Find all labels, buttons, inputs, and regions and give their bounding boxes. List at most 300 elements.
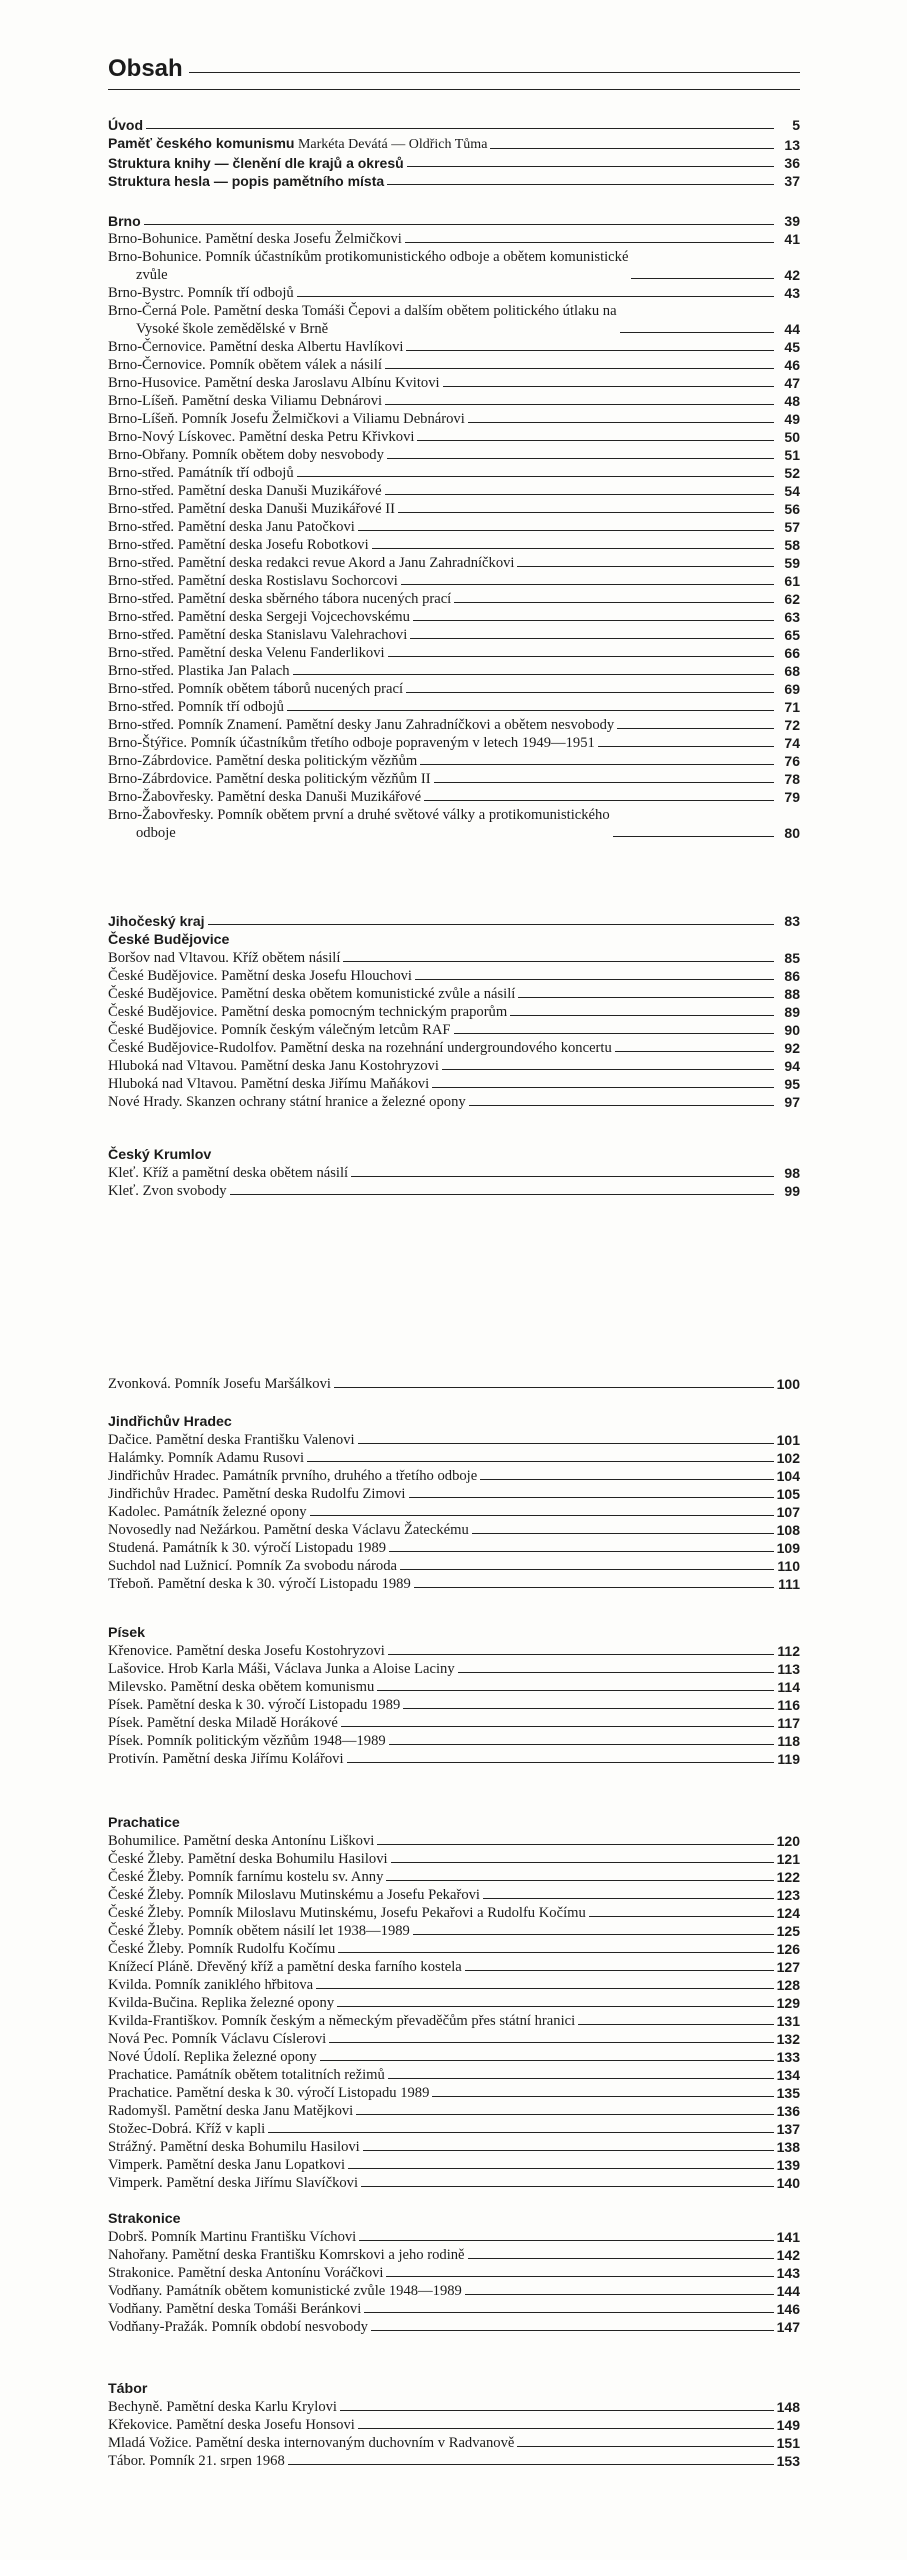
entry-title	[108, 1642, 388, 1660]
leader-line	[388, 656, 774, 657]
toc-entry[interactable]	[108, 1958, 800, 1976]
entry-title	[108, 1375, 334, 1393]
leader-line	[377, 1690, 774, 1691]
entry-title-text: Brno-střed. Pomník obětem táborů nucených prací	[108, 681, 404, 697]
toc-entry[interactable]	[108, 2264, 800, 2282]
leader-line	[517, 2446, 774, 2447]
page-number: 43	[784, 285, 800, 301]
leader-line	[388, 1654, 774, 1655]
toc-entry[interactable]	[108, 1093, 800, 1111]
toc-entry[interactable]	[108, 1994, 800, 2012]
entry-title	[108, 1003, 510, 1021]
entry-title	[108, 2452, 288, 2470]
page-number: 66	[784, 645, 800, 661]
page-number: 141	[776, 2229, 800, 2245]
toc-entry[interactable]	[108, 662, 800, 680]
page-number: 76	[784, 753, 800, 769]
toc-entry[interactable]	[108, 1164, 800, 1182]
toc-entry[interactable]	[108, 410, 800, 428]
entry-title-text: Nové Hrady. Skanzen ochrany státní hranice a železné opony	[108, 1094, 466, 1110]
entry-title-text: Dobrš. Pomník Martinu Františku Víchovi	[108, 2229, 357, 2245]
page-number: 80	[784, 825, 800, 841]
entry-title-text: Strážný. Pamětní deska Bohumilu Hasilovi	[108, 2139, 360, 2155]
page-number: 124	[776, 1905, 800, 1921]
entry-title	[108, 482, 385, 500]
toc-entry[interactable]	[108, 2246, 800, 2264]
toc-entry[interactable]	[108, 154, 800, 172]
leader-line	[387, 458, 774, 459]
toc-section	[108, 912, 800, 930]
entry-title	[108, 1539, 389, 1557]
toc-entry[interactable]	[108, 1039, 800, 1057]
toc-entry[interactable]	[108, 1696, 800, 1714]
toc-entry[interactable]	[108, 134, 800, 154]
toc-entry[interactable]	[108, 1539, 800, 1557]
entry-title-text: Brno-Bohunice. Pamětní deska Josefu Želmičkovi	[108, 231, 402, 247]
leader-line	[518, 997, 774, 998]
entry-title-text: Tábor. Pomník 21. srpen 1968	[108, 2453, 285, 2469]
toc-entry[interactable]	[108, 1732, 800, 1750]
entry-title-text: Kvilda-Františkov. Pomník českým a německým převaděčům přes státní hranici	[108, 2013, 576, 2029]
entry-title-text: Písek. Pamětní deska Miladě Horákové	[108, 1715, 338, 1731]
toc-entry[interactable]	[108, 356, 800, 374]
toc-entry[interactable]	[108, 2416, 800, 2434]
toc-entry[interactable]	[108, 500, 800, 518]
entry-title	[108, 410, 468, 428]
toc-entry[interactable]	[108, 752, 800, 770]
entry-title-text: Brno-střed. Pomník Znamení. Pamětní desky Janu Zahradníčkovi a obětem nesvobody	[108, 717, 615, 733]
toc-entry[interactable]	[108, 680, 800, 698]
entry-title	[108, 2066, 388, 2084]
leader-line	[472, 1533, 774, 1534]
entry-title	[108, 428, 417, 446]
page-number: 37	[784, 173, 800, 189]
entry-title-text: Suchdol nad Lužnicí. Pomník Za svobodu národa	[108, 1558, 397, 1574]
toc-entry[interactable]	[108, 2452, 800, 2470]
entry-title-text: Jihočeský kraj	[108, 913, 205, 929]
toc-entry[interactable]	[108, 1642, 800, 1660]
page-number: 139	[776, 2157, 800, 2173]
entry-title-text: Brno-střed. Pamětní deska Stanislavu Valehrachovi	[108, 627, 408, 643]
page-number: 108	[776, 1522, 800, 1538]
entry-title-text: Brno-střed. Pomník tří odbojů	[108, 699, 284, 715]
toc-entry[interactable]	[108, 608, 800, 626]
toc-entry[interactable]	[108, 284, 800, 302]
toc-entry[interactable]	[108, 172, 800, 190]
entry-title	[108, 2174, 361, 2192]
entry-title-text: České Budějovice. Pamětní deska obětem komunistické zvůle a násilí	[108, 986, 516, 1002]
entry-title	[108, 374, 443, 392]
entry-title	[108, 1958, 465, 1976]
toc-entry[interactable]	[108, 2084, 800, 2102]
toc-entry[interactable]	[108, 2300, 800, 2318]
toc-entry[interactable]	[108, 1485, 800, 1503]
entry-title	[108, 2300, 364, 2318]
toc-entry[interactable]	[108, 212, 800, 230]
toc-entry[interactable]	[108, 788, 800, 806]
page-number: 88	[784, 986, 800, 1002]
toc-entry[interactable]	[108, 1003, 800, 1021]
entry-title	[108, 464, 297, 482]
entry-title	[108, 590, 454, 608]
leader-line	[144, 224, 774, 225]
leader-line	[414, 1587, 774, 1588]
entry-title	[108, 446, 387, 464]
entry-title	[108, 536, 372, 554]
leader-line	[510, 1015, 774, 1016]
entry-title-text: Stožec-Dobrá. Kříž v kapli	[108, 2121, 266, 2137]
entry-title-text: České Budějovice. Pomník českým válečným letcům RAF	[108, 1022, 451, 1038]
entry-title-text: Novosedly nad Nežárkou. Pamětní deska Václavu Žateckému	[108, 1522, 469, 1538]
entry-title-text: Brno-střed. Pamětní deska sběrného tábora nucených prací	[108, 591, 452, 607]
toc-entry[interactable]	[108, 2066, 800, 2084]
toc-entry[interactable]	[108, 1503, 800, 1521]
entry-title	[108, 1467, 480, 1485]
section-heading: České Budějovice	[108, 932, 230, 948]
entry-title-text: Dačice. Pamětní deska Františku Valenovi	[108, 1432, 355, 1448]
entry-title	[108, 2084, 432, 2102]
page-number: 132	[776, 2031, 800, 2047]
leader-line	[230, 1194, 774, 1195]
toc-entry[interactable]	[108, 1449, 800, 1467]
toc-entry[interactable]	[108, 1868, 800, 1886]
toc-entry[interactable]	[108, 248, 800, 284]
entry-title	[108, 1922, 413, 1940]
entry-title-text: Lašovice. Hrob Karla Máši, Václava Junka a Aloise Laciny	[108, 1661, 455, 1677]
page-number: 72	[784, 717, 800, 733]
toc-entry[interactable]	[108, 1886, 800, 1904]
entry-title	[108, 212, 144, 230]
entry-title	[108, 134, 490, 154]
toc-entry[interactable]	[108, 536, 800, 554]
leader-line	[358, 2428, 774, 2429]
toc-entry[interactable]	[108, 2282, 800, 2300]
page-number: 120	[776, 1833, 800, 1849]
page-number: 86	[784, 968, 800, 984]
page-number: 61	[784, 573, 800, 589]
entry-title	[108, 1868, 386, 1886]
entry-title	[108, 1575, 414, 1593]
entry-title-text: České Žleby. Pomník farnímu kostelu sv. Anny	[108, 1869, 384, 1885]
entry-title-text: Brno-Husovice. Pamětní deska Jaroslavu Albínu Kvitovi	[108, 375, 440, 391]
leader-line	[589, 1916, 774, 1917]
toc-entry[interactable]	[108, 644, 800, 662]
entry-title-text: Studená. Památník k 30. výročí Listopadu 1989	[108, 1540, 387, 1556]
toc-entry[interactable]	[108, 949, 800, 967]
entry-title	[108, 154, 407, 172]
toc-entry[interactable]	[108, 2228, 800, 2246]
toc-entry[interactable]	[108, 1557, 800, 1575]
entry-title-text: Halámky. Pomník Adamu Rusovi	[108, 1450, 305, 1466]
entry-title	[108, 2398, 340, 2416]
toc-entry[interactable]	[108, 230, 800, 248]
page-title: Obsah	[108, 55, 183, 82]
page-number: 39	[784, 213, 800, 229]
toc-entry[interactable]	[108, 1375, 800, 1393]
leader-line	[409, 1497, 775, 1498]
toc-entry[interactable]	[108, 1832, 800, 1850]
page-number: 52	[784, 465, 800, 481]
entry-title	[108, 338, 406, 356]
toc-entry[interactable]	[108, 912, 800, 930]
toc-entry[interactable]	[108, 518, 800, 536]
entry-title-text: Milevsko. Pamětní deska obětem komunismu	[108, 1679, 375, 1695]
entry-title	[108, 1057, 442, 1075]
toc-entry[interactable]	[108, 392, 800, 410]
leader-line	[465, 2294, 774, 2295]
page-number: 48	[784, 393, 800, 409]
toc-entry[interactable]	[108, 806, 800, 842]
toc-section	[108, 1814, 800, 2192]
toc-entry[interactable]	[108, 464, 800, 482]
toc-entry[interactable]	[108, 698, 800, 716]
toc-entry[interactable]	[108, 1021, 800, 1039]
toc-entry[interactable]	[108, 985, 800, 1003]
entry-title-text: Brno-Černovice. Pamětní deska Albertu Havlíkovi	[108, 339, 404, 355]
page-number: 131	[776, 2013, 800, 2029]
toc-entry[interactable]	[108, 482, 800, 500]
entry-title	[108, 2138, 363, 2156]
toc-entry[interactable]	[108, 1678, 800, 1696]
toc-entry[interactable]	[108, 2138, 800, 2156]
page-number: 118	[777, 1733, 800, 1749]
entry-title	[108, 2282, 465, 2300]
entry-title	[108, 1557, 400, 1575]
entry-title-text: Protivín. Pamětní deska Jiřímu Kolářovi	[108, 1751, 344, 1767]
toc-entry[interactable]	[108, 302, 800, 338]
entry-title-text: Vodňany. Památník obětem komunistické zvůle 1948—1989	[108, 2283, 462, 2299]
header-divider	[108, 89, 800, 90]
entry-title	[108, 2264, 386, 2282]
leader-line	[458, 1672, 774, 1673]
section-heading: Jindřichův Hradec	[108, 1414, 232, 1430]
toc-entry[interactable]	[108, 1922, 800, 1940]
page-number: 117	[777, 1715, 800, 1731]
entry-title-text: Brno-Bystrc. Pomník tří odbojů	[108, 285, 294, 301]
entry-title	[108, 116, 146, 134]
toc-entry[interactable]	[108, 1660, 800, 1678]
leader-line	[343, 961, 774, 962]
entry-title-text: Strakonice. Pamětní deska Antonínu Voráčkovi	[108, 2265, 384, 2281]
entry-title	[108, 1976, 316, 1994]
entry-title-text: Křekovice. Pamětní deska Josefu Honsovi	[108, 2417, 355, 2433]
page-number: 95	[784, 1076, 800, 1092]
page-number: 125	[776, 1923, 800, 1939]
toc-entry[interactable]	[108, 2434, 800, 2452]
toc-entry[interactable]	[108, 1976, 800, 1994]
toc-entry[interactable]	[108, 2156, 800, 2174]
toc-entry[interactable]	[108, 428, 800, 446]
page-number: 45	[784, 339, 800, 355]
entry-title-text: Brno-střed. Pamětní deska Velenu Fanderlikovi	[108, 645, 385, 661]
toc-entry[interactable]	[108, 2030, 800, 2048]
toc-entry[interactable]	[108, 2120, 800, 2138]
entry-title	[108, 2246, 468, 2264]
toc-entry[interactable]	[108, 116, 800, 134]
entry-title	[108, 1182, 230, 1200]
entry-title-text: Brno-Štýřice. Pomník účastníkům třetího odboje popraveným v letech 1949—1951	[108, 735, 595, 751]
leader-line	[420, 764, 774, 765]
page-number: 101	[776, 1432, 800, 1448]
entry-title	[108, 1485, 409, 1503]
toc-entry[interactable]	[108, 1521, 800, 1539]
page-number: 49	[784, 411, 800, 427]
toc-entry[interactable]	[108, 1075, 800, 1093]
toc-entry[interactable]	[108, 590, 800, 608]
toc-entry[interactable]	[108, 338, 800, 356]
entry-title-text: Brno-Líšeň. Pamětní deska Viliamu Debnárovi	[108, 393, 383, 409]
entry-title-text: Kleť. Kříž a pamětní deska obětem násilí	[108, 1165, 349, 1181]
toc-entry[interactable]	[108, 1750, 800, 1768]
entry-title-text: Brno-Obřany. Pomník obětem doby nesvobody	[108, 447, 384, 463]
leader-line	[293, 674, 774, 675]
page-number: 63	[784, 609, 800, 625]
leader-line	[388, 2078, 774, 2079]
leader-line	[338, 1952, 774, 1953]
entry-title-text: Nová Pec. Pomník Václavu Císlerovi	[108, 2031, 327, 2047]
page-number: 59	[784, 555, 800, 571]
entry-title	[108, 1660, 458, 1678]
toc-entry[interactable]	[108, 770, 800, 788]
entry-title-text: Nové Údolí. Replika železné opony	[108, 2049, 317, 2065]
entry-title	[108, 1832, 377, 1850]
entry-title-text: Brno-střed. Pamětní deska Danuši Muzikářové	[108, 483, 382, 499]
page-number: 57	[784, 519, 800, 535]
leader-line	[490, 148, 774, 149]
page-number: 85	[784, 950, 800, 966]
toc-entry[interactable]	[108, 716, 800, 734]
page-number: 110	[777, 1558, 800, 1574]
page-number: 104	[776, 1468, 800, 1484]
toc-entry[interactable]	[108, 734, 800, 752]
toc-entry[interactable]	[108, 1904, 800, 1922]
entry-title	[108, 392, 385, 410]
entry-title	[108, 172, 387, 190]
entry-title	[108, 230, 405, 248]
toc-entry[interactable]	[108, 2102, 800, 2120]
page-number: 114	[777, 1679, 800, 1695]
leader-line	[432, 1087, 774, 1088]
page-number: 148	[776, 2399, 800, 2415]
toc-entry[interactable]	[108, 572, 800, 590]
page-number: 146	[776, 2301, 800, 2317]
section-heading: Písek	[108, 1625, 146, 1641]
page-number: 105	[776, 1486, 800, 1502]
entry-title	[108, 2030, 329, 2048]
entry-title	[108, 1503, 310, 1521]
toc-entry[interactable]	[108, 446, 800, 464]
page-number: 54	[784, 483, 800, 499]
entry-title	[108, 1886, 483, 1904]
entry-title	[108, 644, 388, 662]
page-number: 90	[784, 1022, 800, 1038]
toc-entry[interactable]	[108, 1467, 800, 1485]
page-number: 116	[777, 1697, 800, 1713]
entry-title-text: Brno-Zábrdovice. Pamětní deska politickým vězňům	[108, 753, 418, 769]
leader-line	[465, 1970, 774, 1971]
page-number: 129	[776, 1995, 800, 2011]
entry-title-text: Brno-střed. Plastika Jan Palach	[108, 663, 290, 679]
leader-line	[358, 1443, 774, 1444]
toc-entry[interactable]	[108, 554, 800, 572]
page-number: 140	[776, 2175, 800, 2191]
page-number: 138	[776, 2139, 800, 2155]
entry-title-text: Bechyně. Pamětní deska Karlu Krylovi	[108, 2399, 337, 2415]
entry-title-text: Brno-střed. Památník tří odbojů	[108, 465, 294, 481]
leader-line	[413, 620, 774, 621]
toc-entry[interactable]	[108, 2398, 800, 2416]
leader-line	[454, 602, 774, 603]
leader-line	[406, 692, 774, 693]
toc-entry[interactable]	[108, 1057, 800, 1075]
entry-title	[108, 985, 518, 1003]
entry-title	[108, 1093, 469, 1111]
page-number: 36	[784, 155, 800, 171]
entry-title-text: Radomyšl. Pamětní deska Janu Matějkovi	[108, 2103, 354, 2119]
toc-entry[interactable]	[108, 2012, 800, 2030]
toc-entry[interactable]	[108, 1575, 800, 1593]
page-number: 13	[784, 137, 800, 153]
entry-title	[108, 716, 617, 734]
leader-line	[391, 1862, 774, 1863]
toc-entry[interactable]	[108, 1850, 800, 1868]
entry-title	[108, 2102, 356, 2120]
page-number: 94	[784, 1058, 800, 1074]
entry-title-text: Vodňany. Pamětní deska Tomáši Beránkovi	[108, 2301, 362, 2317]
toc-entry[interactable]	[108, 2174, 800, 2192]
toc-entry[interactable]	[108, 1431, 800, 1449]
entry-title-text: Brno-Žabovřesky. Pomník obětem první a druhé světové války a protikomunistického	[108, 807, 610, 823]
entry-title	[108, 1994, 337, 2012]
entry-title	[108, 1039, 615, 1057]
leader-line	[340, 2410, 774, 2411]
toc-entry[interactable]	[108, 1182, 800, 1200]
toc-entry[interactable]	[108, 2318, 800, 2336]
entry-title-text: České Budějovice. Pamětní deska Josefu Hlouchovi	[108, 968, 412, 984]
leader-line	[359, 2240, 774, 2241]
entry-title	[108, 1696, 403, 1714]
entry-title	[108, 2012, 578, 2030]
entry-title-text: Mladá Vožice. Pamětní deska internovaným duchovním v Radvanově	[108, 2435, 515, 2451]
leader-line	[361, 2186, 774, 2187]
page-number: 126	[776, 1941, 800, 1957]
toc-entry[interactable]	[108, 626, 800, 644]
entry-title-text: Úvod	[108, 117, 143, 133]
entry-title	[108, 662, 293, 680]
entry-title-text: Brno-Černovice. Pomník obětem válek a násilí	[108, 357, 382, 373]
entry-title	[108, 2318, 371, 2336]
toc-entry[interactable]	[108, 1940, 800, 1958]
entry-authors: Markéta Devátá — Oldřich Tůma	[294, 137, 488, 152]
entry-title-text: Kvilda. Pomník zaniklého hřbitova	[108, 1977, 314, 1993]
page-number: 137	[776, 2121, 800, 2137]
toc-entry[interactable]	[108, 374, 800, 392]
page-number: 151	[776, 2435, 800, 2451]
leader-line	[454, 1033, 775, 1034]
toc-entry[interactable]	[108, 2048, 800, 2066]
toc-entry[interactable]	[108, 967, 800, 985]
entry-title-text: Vodňany-Pražák. Pomník období nesvobody	[108, 2319, 368, 2335]
toc-entry[interactable]	[108, 1714, 800, 1732]
entry-title-text: Bohumilice. Pamětní deska Antonínu Liškovi	[108, 1833, 375, 1849]
page-number: 142	[776, 2247, 800, 2263]
entry-title-continuation: odboje	[136, 825, 176, 841]
leader-line	[468, 422, 774, 423]
leader-line	[617, 728, 774, 729]
entry-title-text: Struktura hesla — popis pamětního místa	[108, 173, 385, 189]
entry-title-text: Brno-střed. Pamětní deska Rostislavu Sochorcovi	[108, 573, 398, 589]
entry-title	[108, 752, 420, 770]
